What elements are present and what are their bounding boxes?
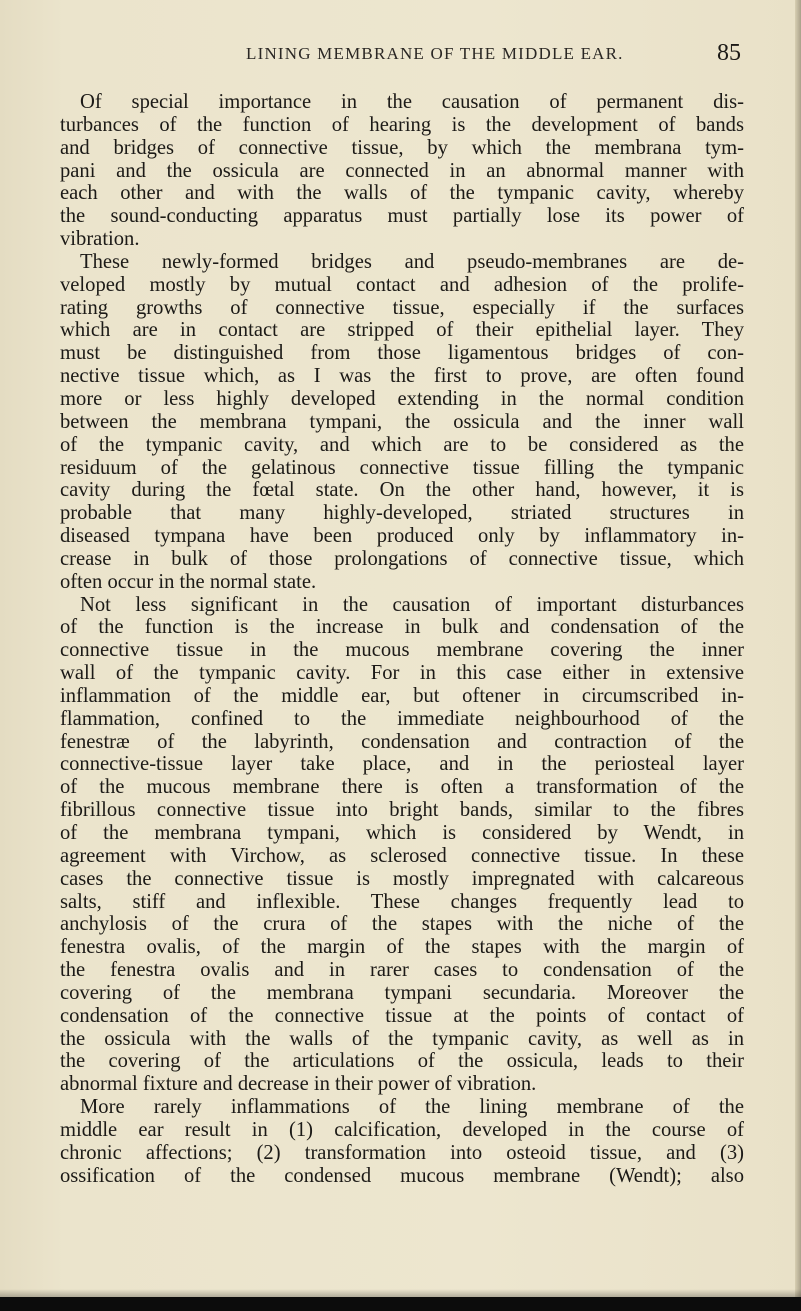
text-line: cases the connective tissue is mostly impregnated with calcareous — [60, 867, 744, 890]
text-line: fenestra ovalis, of the margin of the stapes with the margin of — [60, 936, 744, 959]
text-line: pani and the ossicula are connected in an abnormal manner with — [60, 159, 744, 182]
text-line: chronic affections; (2) transformation into osteoid tissue, and (3) — [60, 1141, 744, 1164]
text-line: the covering of the articulations of the ossicula, leads to their — [60, 1050, 744, 1073]
scan-border — [0, 1297, 801, 1311]
text-line: covering of the membrana tympani secundaria. Moreover the — [60, 981, 744, 1004]
text-line: and bridges of connective tissue, by which the membrana tym- — [60, 136, 744, 159]
text-line: salts, stiff and inflexible. These changes frequently lead to — [60, 890, 744, 913]
text-line: residuum of the gelatinous connective tissue filling the tympanic — [60, 456, 744, 479]
text-line: nective tissue which, as I was the first to prove, are often found — [60, 365, 744, 388]
text-line: probable that many highly-developed, striated structures in — [60, 502, 744, 525]
text-line: More rarely inflammations of the lining membrane of the — [80, 1096, 744, 1119]
text-line: anchylosis of the crura of the stapes with the niche of the — [60, 913, 744, 936]
text-line: of the mucous membrane there is often a transformation of the — [60, 776, 744, 799]
text-line: wall of the tympanic cavity. For in this case either in extensive — [60, 662, 744, 685]
text-line: crease in bulk of those prolongations of connective tissue, which — [60, 547, 744, 570]
text-line: middle ear result in (1) calcification, developed in the course of — [60, 1118, 744, 1141]
text-line: of the tympanic cavity, and which are to be considered as the — [60, 433, 744, 456]
text-line: rating growths of connective tissue, especially if the surfaces — [60, 296, 744, 319]
text-line: abnormal fixture and decrease in their power of vibration. — [60, 1073, 537, 1096]
text-line: Not less significant in the causation of important disturbances — [80, 593, 744, 616]
page-number: 85 — [717, 40, 741, 66]
body-text — [60, 91, 744, 1188]
text-line: diseased tympana have been produced only by inflammatory in- — [60, 525, 744, 548]
text-line: must be distinguished from those ligamentous bridges of con- — [60, 342, 744, 365]
page-header — [60, 40, 745, 76]
text-line: Of special importance in the causation of permanent dis- — [80, 91, 744, 113]
paragraph-1 — [60, 91, 744, 251]
paragraph-3 — [60, 594, 744, 1097]
text-line: of the membrana tympani, which is considered by Wendt, in — [60, 822, 744, 844]
text-line: vibration. — [60, 228, 140, 251]
text-line: veloped mostly by mutual contact and adhesion of the prolife- — [60, 273, 744, 296]
text-line: the sound-conducting apparatus must partially lose its power of — [60, 205, 744, 228]
text-line: which are in contact are stripped of their epithelial layer. They — [60, 319, 744, 342]
text-line: connective tissue in the mucous membrane covering the inner — [60, 639, 744, 662]
text-line: between the membrana tympani, the ossicula and the inner wall — [60, 410, 744, 433]
text-line: fibrillous connective tissue into bright bands, similar to the fibres — [60, 799, 744, 822]
text-line: the ossicula with the walls of the tympanic cavity, as well as in — [60, 1027, 744, 1050]
text-line: often occur in the normal state. — [60, 570, 317, 593]
scan-shadow — [0, 1289, 801, 1297]
text-line: condensation of the connective tissue at the points of contact of — [60, 1004, 744, 1027]
text-line: of the function is the increase in bulk and condensation of the — [60, 616, 744, 639]
text-line: each other and with the walls of the tympanic cavity, whereby — [60, 182, 744, 205]
text-line: connective-tissue layer take place, and in the periosteal layer — [60, 753, 744, 776]
text-line: more or less highly developed extending in the normal condition — [60, 387, 744, 410]
text-line: fenestræ of the labyrinth, condensation and contraction of the — [60, 730, 744, 753]
text-line: cavity during the fœtal state. On the other hand, however, it is — [60, 479, 744, 502]
text-line: flammation, confined to the immediate neighbourhood of the — [60, 707, 744, 730]
text-line: ossification of the condensed mucous membrane (Wendt); also — [60, 1164, 744, 1187]
page-edge-shadow — [795, 0, 801, 1311]
text-line: These newly-formed bridges and pseudo-membranes are de- — [80, 250, 744, 273]
paragraph-4 — [60, 1096, 744, 1187]
text-line: the fenestra ovalis and in rarer cases to condensation of the — [60, 959, 744, 982]
running-head: LINING MEMBRANE OF THE MIDDLE EAR. — [246, 44, 624, 63]
paragraph-2 — [60, 251, 744, 594]
text-line: agreement with Virchow, as sclerosed connective tissue. In these — [60, 844, 744, 867]
text-line: inflammation of the middle ear, but oftener in circumscribed in- — [60, 684, 744, 707]
text-line: turbances of the function of hearing is the development of bands — [60, 113, 744, 136]
